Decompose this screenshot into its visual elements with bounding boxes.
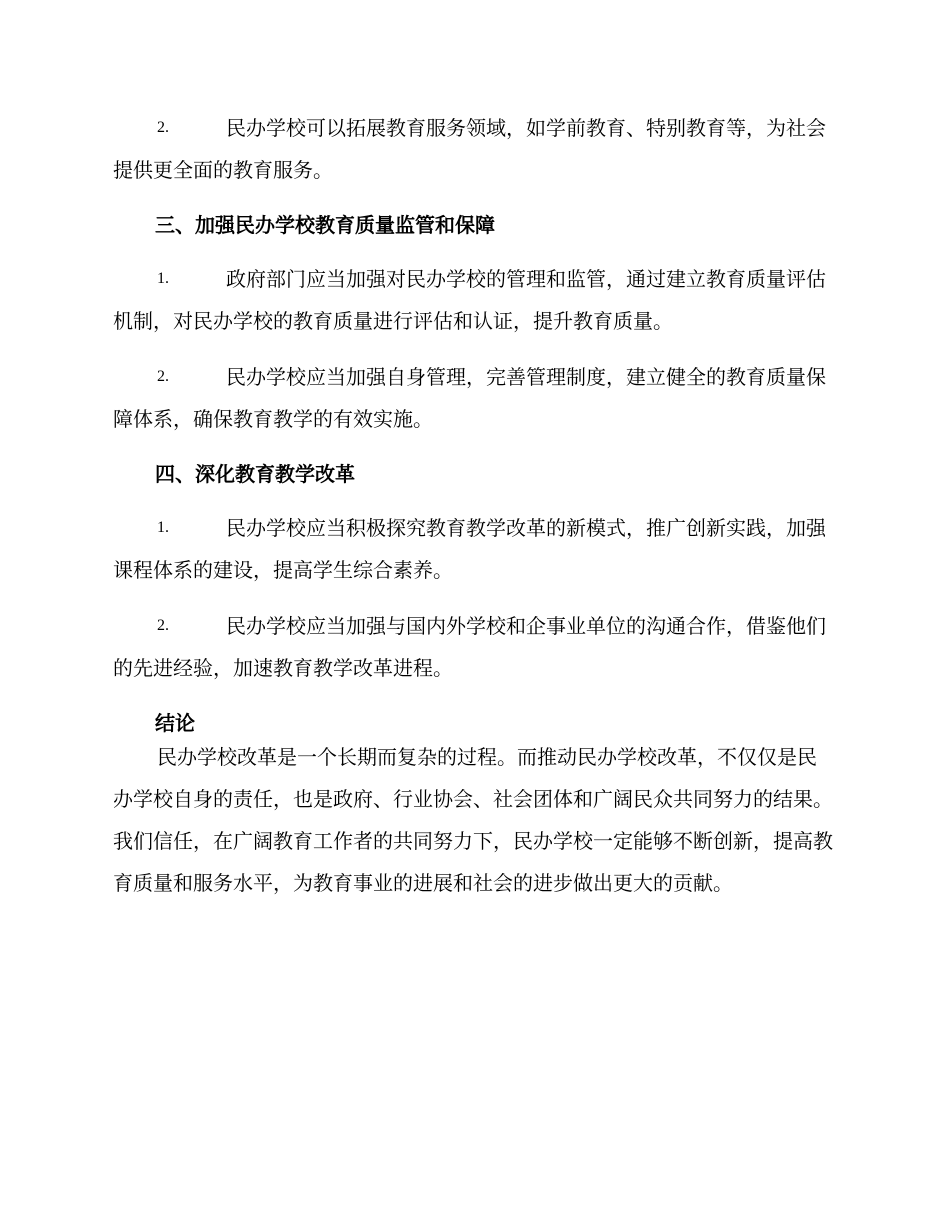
list-item	[113, 107, 833, 191]
list-item-number: 1.	[157, 519, 169, 536]
list-item-text: 民办学校可以拓展教育服务领域，如学前教育、特别教育等，为社会提供更全面的教育服务。	[113, 116, 826, 182]
list-item	[113, 507, 833, 591]
list-item-number: 2.	[157, 119, 169, 136]
list-item	[113, 258, 833, 342]
section-heading: 四、深化教育教学改革	[155, 462, 355, 486]
list-item	[113, 605, 833, 689]
list-item-number: 2.	[157, 368, 169, 385]
list-item-text: 民办学校应当积极探究教育教学改革的新模式，推广创新实践，加强课程体系的建设，提高学生综合素养。	[113, 516, 826, 582]
list-item-number: 1.	[157, 270, 169, 287]
list-item-text: 政府部门应当加强对民办学校的管理和监管，通过建立教育质量评估机制，对民办学校的教育质量进行评估和认证，提升教育质量。	[113, 267, 826, 333]
section-heading: 三、加强民办学校教育质量监管和保障	[155, 213, 495, 237]
section-heading: 结论	[155, 711, 195, 735]
list-item-number: 2.	[157, 617, 169, 634]
list-item	[113, 356, 833, 440]
list-item-text: 民办学校应当加强自身管理，完善管理制度，建立健全的教育质量保障体系，确保教育教学的有效实施。	[113, 365, 826, 431]
conclusion-paragraph: 民办学校改革是一个长期而复杂的过程。而推动民办学校改革，不仅仅是民办学校自身的责任，也是政府、行业协会、社会团体和广阔民众共同努力的结果。我们信任，在广阔教育工作者的共同努力下，民办学校一定能够不断创新，提高教育质量和服务水平，为教育事业的进展和社会的进步做出更大的贡献。	[113, 745, 833, 895]
list-item-text: 民办学校应当加强与国内外学校和企事业单位的沟通合作，借鉴他们的先进经验，加速教育教学改革进程。	[113, 614, 826, 680]
